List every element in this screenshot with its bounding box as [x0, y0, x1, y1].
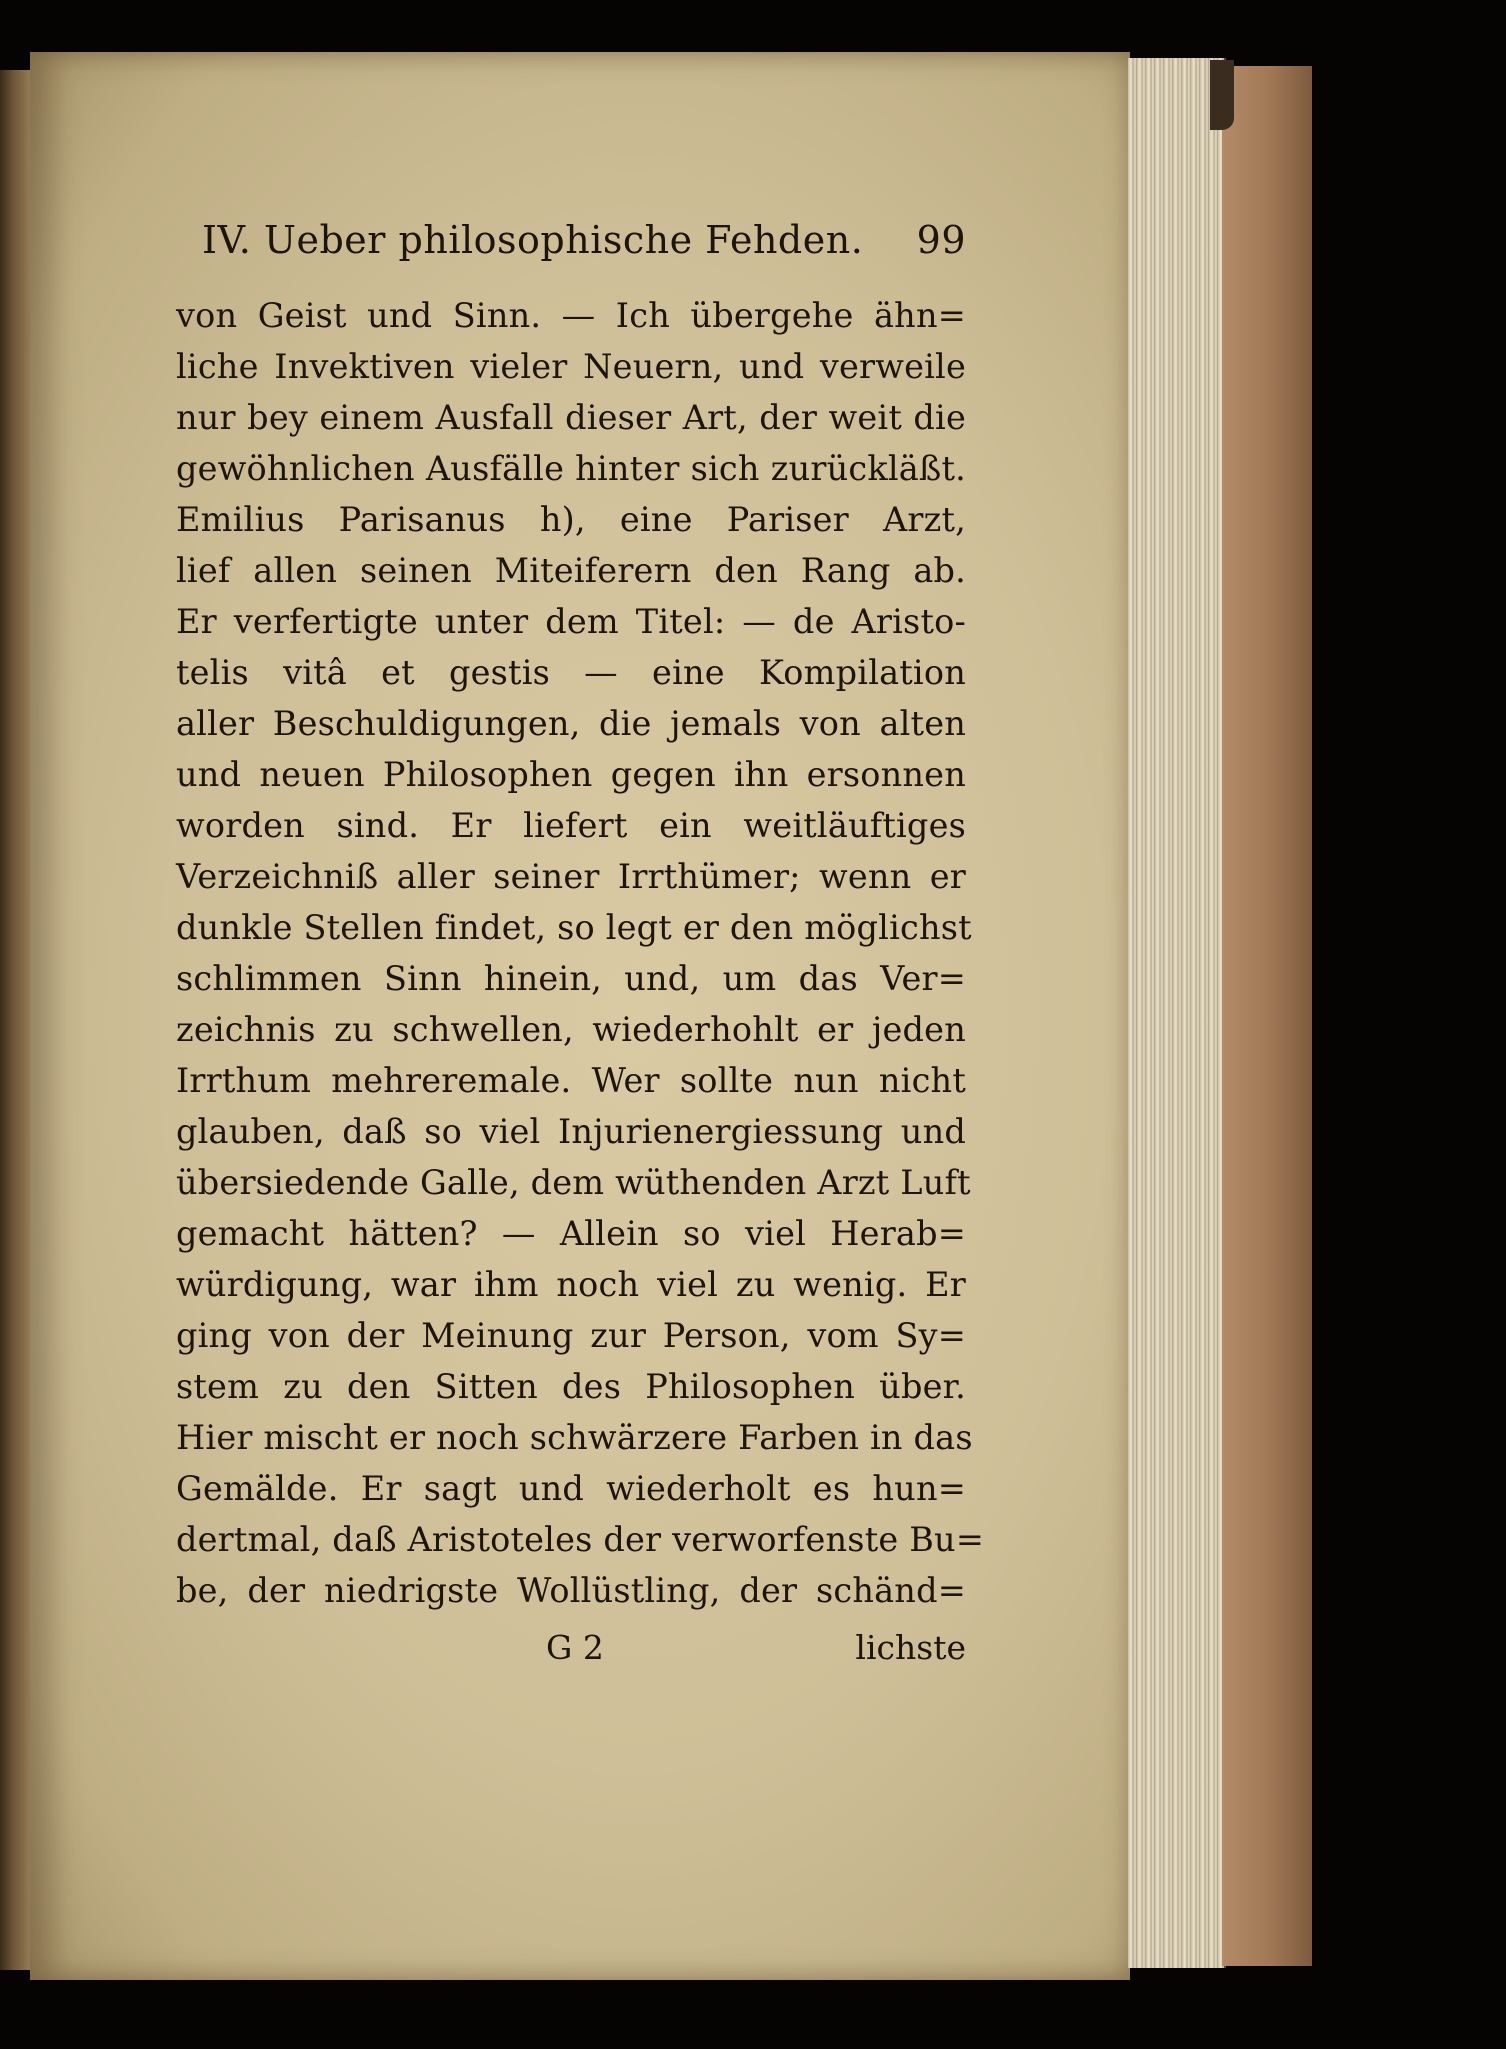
text-line: übersiedende Galle, dem wüthenden Arzt Luft [176, 1163, 971, 1202]
text-line: ging von der Meinung zur Person, vom Sy= [176, 1316, 966, 1355]
running-header [176, 212, 966, 278]
page-number: 99 [916, 218, 966, 262]
text-line: dunkle Stellen findet, so legt er den möglichst [176, 908, 972, 947]
text-line: gewöhnlichen Ausfälle hinter sich zurückläßt. [176, 449, 966, 488]
text-line: schlimmen Sinn hinein, und, um das Ver= [176, 959, 966, 998]
text-line: nur bey einem Ausfall dieser Art, der weit die [176, 398, 966, 437]
page-text [176, 212, 985, 1680]
cover-board [1222, 66, 1312, 1966]
signature-mark: G 2 [546, 1628, 604, 1667]
text-line: Verzeichniß aller seiner Irrthümer; wenn er [176, 857, 966, 896]
text-line: Gemälde. Er sagt und wiederholt es hun= [176, 1469, 966, 1508]
catchword: lichste [855, 1628, 966, 1667]
text-line: von Geist und Sinn. — Ich übergehe ähn= [176, 296, 966, 335]
text-line: glauben, daß so viel Injurienergiessung und [176, 1112, 966, 1151]
text-line: aller Beschuldigungen, die jemals von alten [176, 704, 966, 743]
text-line: stem zu den Sitten des Philosophen über. [176, 1367, 966, 1406]
cover-corner-wear [1210, 60, 1234, 130]
text-line: und neuen Philosophen gegen ihn ersonnen [176, 755, 966, 794]
page-footer [176, 1622, 966, 1680]
body-text [176, 290, 985, 1616]
text-line: dertmal, daß Aristoteles der verworfenste Bu= [176, 1520, 985, 1559]
page-block-edge [1128, 58, 1226, 1968]
text-line: be, der niedrigste Wollüstling, der schänd= [176, 1571, 966, 1610]
text-line: worden sind. Er liefert ein weitläuftiges [176, 806, 966, 845]
text-line: liche Invektiven vieler Neuern, und verweile [176, 347, 966, 386]
text-line: zeichnis zu schwellen, wiederhohlt er jeden [176, 1010, 966, 1049]
text-line: Hier mischt er noch schwärzere Farben in das [176, 1418, 973, 1457]
text-line: lief allen seinen Miteiferern den Rang ab. [176, 551, 966, 590]
text-line: Er verfertigte unter dem Titel: — de Aristo- [176, 602, 966, 641]
section-title: IV. Ueber philosophische Fehden. [202, 218, 864, 262]
text-line: gemacht hätten? — Allein so viel Herab= [176, 1214, 966, 1253]
text-line: telis vitâ et gestis — eine Kompilation [176, 653, 966, 692]
text-line: würdigung, war ihm noch viel zu wenig. Er [176, 1265, 966, 1304]
text-line: Emilius Parisanus h), eine Pariser Arzt, [176, 500, 966, 539]
text-line: Irrthum mehreremale. Wer sollte nun nicht [176, 1061, 966, 1100]
facing-page-edge [0, 70, 32, 1970]
